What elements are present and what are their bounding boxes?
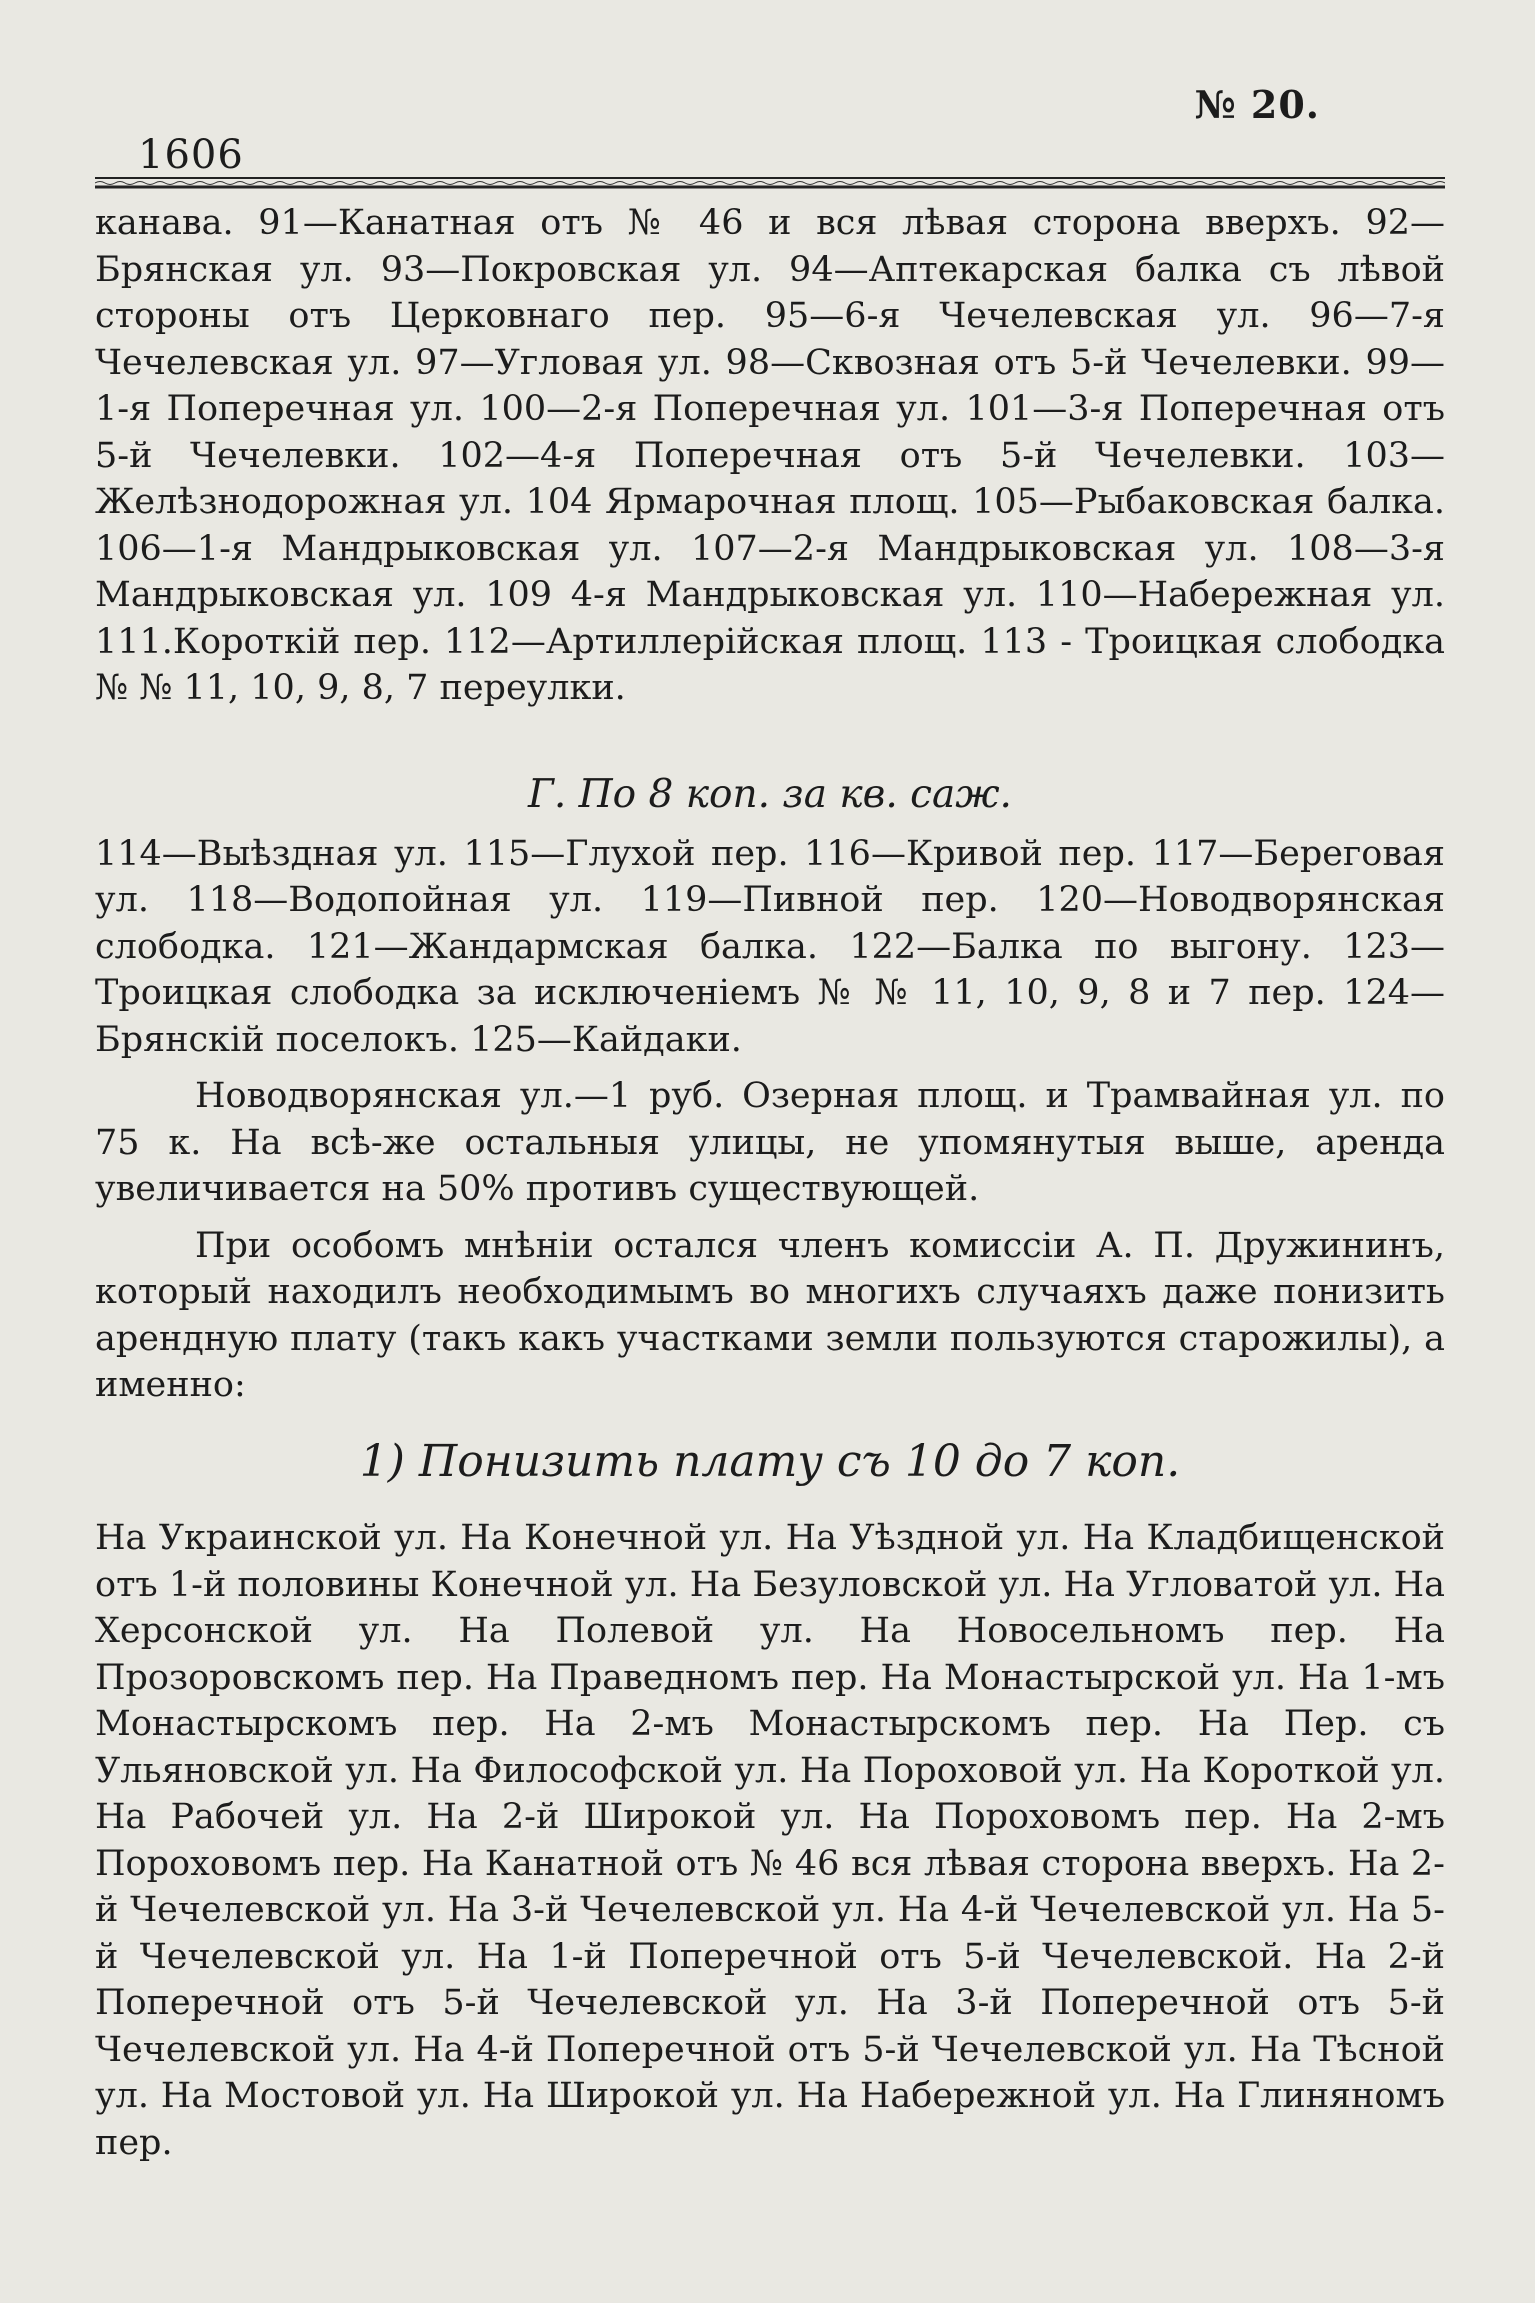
body-text	[95, 200, 1445, 2166]
header-rule	[95, 176, 1445, 190]
dissent-paragraph: При особомъ мнѣніи остался членъ комиссіи А. П. Дружининъ, который находилъ необходимымъ во многихъ случаяхъ даже понизить арендную плату (такъ какъ участками земли пользуются старожилы), а именно:	[95, 1225, 1445, 1405]
street-list-paragraph: канава. 91—Канатная отъ № 46 и вся лѣвая сторона вверхъ. 92—Брянская ул. 93—Покровская ул. 94—Аптекарская балка съ лѣвой стороны отъ Церковнаго пер. 95—6-я Чечелевская ул. 96—7-я Чечелевская ул. 97—Угловая ул. 98—Сквозная отъ 5-й Чечелевки. 99—1-я Поперечная ул. 100—2-я Поперечная ул. 101—3-я Поперечная отъ 5-й Чечелевки. 102—4-я Поперечная отъ 5-й Чечелевки. 103—Желѣзнодорожная ул. 104 Ярмарочная площ. 105—Рыбаковская балка. 106—1-я Мандрыковская ул. 107—2-я Мандрыковская ул. 108—3-я Мандрыковская ул. 109 4-я Мандрыковская ул. 110—Набережная ул. 111.Короткій пер. 112—Артиллерійская площ. 113 - Троицкая слободка № № 11, 10, 9, 8, 7 переулки.	[95, 203, 1445, 708]
reduced-rent-streets-paragraph: На Украинской ул. На Конечной ул. На Уѣздной ул. На Кладбищенской отъ 1-й половины Конечной ул. На Безуловской ул. На Угловатой ул. На Херсонской ул. На Полевой ул. На Новосельномъ пер. На Прозоровскомъ пер. На Праведномъ пер. На Монастырской ул. На 1-мъ Монастырскомъ пер. На 2-мъ Монастырскомъ пер. На Пер. съ Ульяновской ул. На Философской ул. На Пороховой ул. На Короткой ул. На Рабочей ул. На 2-й Широкой ул. На Пороховомъ пер. На 2-мъ Пороховомъ пер. На Канатной отъ № 46 вся лѣвая сторона вверхъ. На 2-й Чечелевской ул. На 3-й Чечелевской ул. На 4-й Чечелевской ул. На 5-й Чечелевской ул. На 1-й Поперечной отъ 5-й Чечелевской. На 2-й Поперечной отъ 5-й Чечелевской ул. На 3-й Поперечной отъ 5-й Чечелевской ул. На 4-й Поперечной отъ 5-й Чечелевской ул. На Тѣсной ул. На Мостовой ул. На Широкой ул. На Набережной ул. На Глиняномъ пер.	[95, 1518, 1445, 2163]
section-heading-g: Г. По 8 коп. за кв. саж.	[528, 772, 1012, 817]
rent-increase-paragraph: Новодворянская ул.—1 руб. Озерная площ. и Трамвайная ул. по 75 к. На всѣ-же остальныя улицы, не упомянутыя выше, аренда увеличивается на 50% противъ существующей.	[95, 1076, 1445, 1209]
section-heading-1: 1) Понизить плату съ 10 до 7 коп.	[359, 1435, 1181, 1487]
page-number: 1606	[138, 132, 244, 178]
issue-number: № 20.	[1194, 82, 1320, 127]
street-list-paragraph-8kop: 114—Выѣздная ул. 115—Глухой пер. 116—Кривой пер. 117—Береговая ул. 118—Водопойная ул. 119—Пивной пер. 120—Новодворянская слободка. 121—Жандармская балка. 122—Балка по выгону. 123—Троицкая слободка за исключеніемъ № № 11, 10, 9, 8 и 7 пер. 124—Брянскій поселокъ. 125—Кайдаки.	[95, 833, 1445, 1060]
